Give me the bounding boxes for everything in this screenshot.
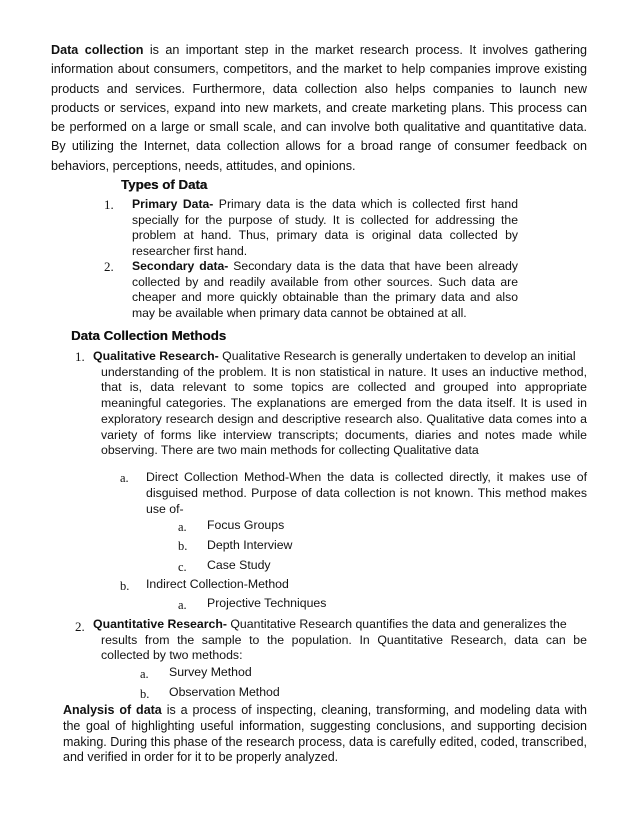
method-first-text: Quantitative Research quantifies the data and generalizes the bbox=[226, 617, 567, 631]
list-item-letter: c. bbox=[178, 560, 187, 574]
list-item-text: Projective Techniques bbox=[207, 596, 327, 610]
list-item-letter: a. bbox=[178, 598, 187, 612]
list-item-text: Survey Method bbox=[169, 665, 252, 679]
types-item-number: 1. bbox=[104, 197, 114, 212]
analysis-lead: Analysis of data bbox=[63, 703, 162, 717]
list-item-text: Depth Interview bbox=[207, 538, 293, 552]
types-item-primary bbox=[132, 197, 518, 259]
list-item-text: Case Study bbox=[207, 558, 271, 572]
types-item-number: 2. bbox=[104, 259, 114, 274]
intro-lead: Data collection bbox=[51, 43, 144, 57]
analysis-paragraph bbox=[63, 703, 587, 766]
list-item-text: Observation Method bbox=[169, 685, 280, 699]
submethod-direct: Direct Collection Method-When the data is collected directly, it makes use of disguised method. Purpose of data collection is not known. This method makes use of- bbox=[146, 470, 587, 516]
intro-body: is an important step in the market research process. It involves gathering information about consumers, competitors, and the market to help companies improve existing products and services. Furthermore, data collection also helps companies to launch new products or services, expand into new markets, and create marketing plans. This process can be performed on a large or small scale, and can involve both qualitative and quantitative data. By utilizing the Internet, data collection allows for a broad range of consumer feedback on behaviors, perceptions, needs, attitudes, and opinions. bbox=[51, 43, 588, 173]
method-first-text: Qualitative Research is generally undertaken to develop an initial bbox=[218, 349, 576, 363]
list-item-letter: a. bbox=[178, 520, 187, 534]
list-item-letter: a. bbox=[140, 667, 149, 681]
method-number: 2. bbox=[75, 619, 85, 634]
method-number: 1. bbox=[75, 349, 85, 364]
list-item-text: Focus Groups bbox=[207, 518, 285, 532]
methods-heading: Data Collection Methods bbox=[71, 328, 227, 343]
method-first-line bbox=[73, 349, 587, 365]
method-term: Qualitative Research- bbox=[93, 349, 219, 363]
method-rest-text: results from the sample to the population. In Quantitative Research, data can be collected by two methods: bbox=[101, 632, 587, 663]
types-item-term: Primary Data- bbox=[132, 197, 214, 211]
intro-paragraph bbox=[51, 41, 587, 176]
method-qualitative bbox=[73, 349, 587, 459]
types-item-text: Secondary data is the data that have been already collected by and readily available from other sources. Such data are cheaper and more quickly obtainable than the primary data and also may be available when primary data cannot be obtained at all. bbox=[132, 259, 518, 320]
types-item-secondary bbox=[132, 259, 518, 321]
list-item-letter: b. bbox=[140, 687, 150, 701]
analysis-body: is a process of inspecting, cleaning, transforming, and modeling data with the goal of highlighting useful information, suggesting conclusions, and supporting decision making. During this phase of the research process, data is carefully edited, coded, transcribed, and verified in order for it to be properly analyzed. bbox=[63, 703, 587, 765]
method-quantitative bbox=[73, 617, 587, 664]
submethod-indirect: Indirect Collection-Method bbox=[146, 577, 289, 591]
method-rest-text: understanding of the problem. It is non statistical in nature. It uses an inductive method, that is, data relevant to some topics are collected and grouped into appropriate meaningful categories. The explanations are emerged from the data itself. It is used in exploratory research design and descriptive research also. Qualitative data comes into a variety of forms like interview transcripts; documents, diaries and notes made while observing. There are two main methods for collecting Qualitative data bbox=[101, 364, 587, 458]
types-heading: Types of Data bbox=[121, 177, 208, 192]
types-item-text: Primary data is the data which is collected first hand specially for the purpose of study. It is collected for addressing the problem at hand. Thus, primary data is original data collected by researcher first hand. bbox=[132, 197, 518, 258]
list-item-letter: b. bbox=[178, 539, 188, 553]
submethod-letter: b. bbox=[120, 579, 130, 593]
types-item-term: Secondary data- bbox=[132, 259, 229, 273]
submethod-letter: a. bbox=[120, 471, 129, 485]
method-term: Quantitative Research- bbox=[93, 617, 227, 631]
method-first-line bbox=[73, 617, 587, 633]
